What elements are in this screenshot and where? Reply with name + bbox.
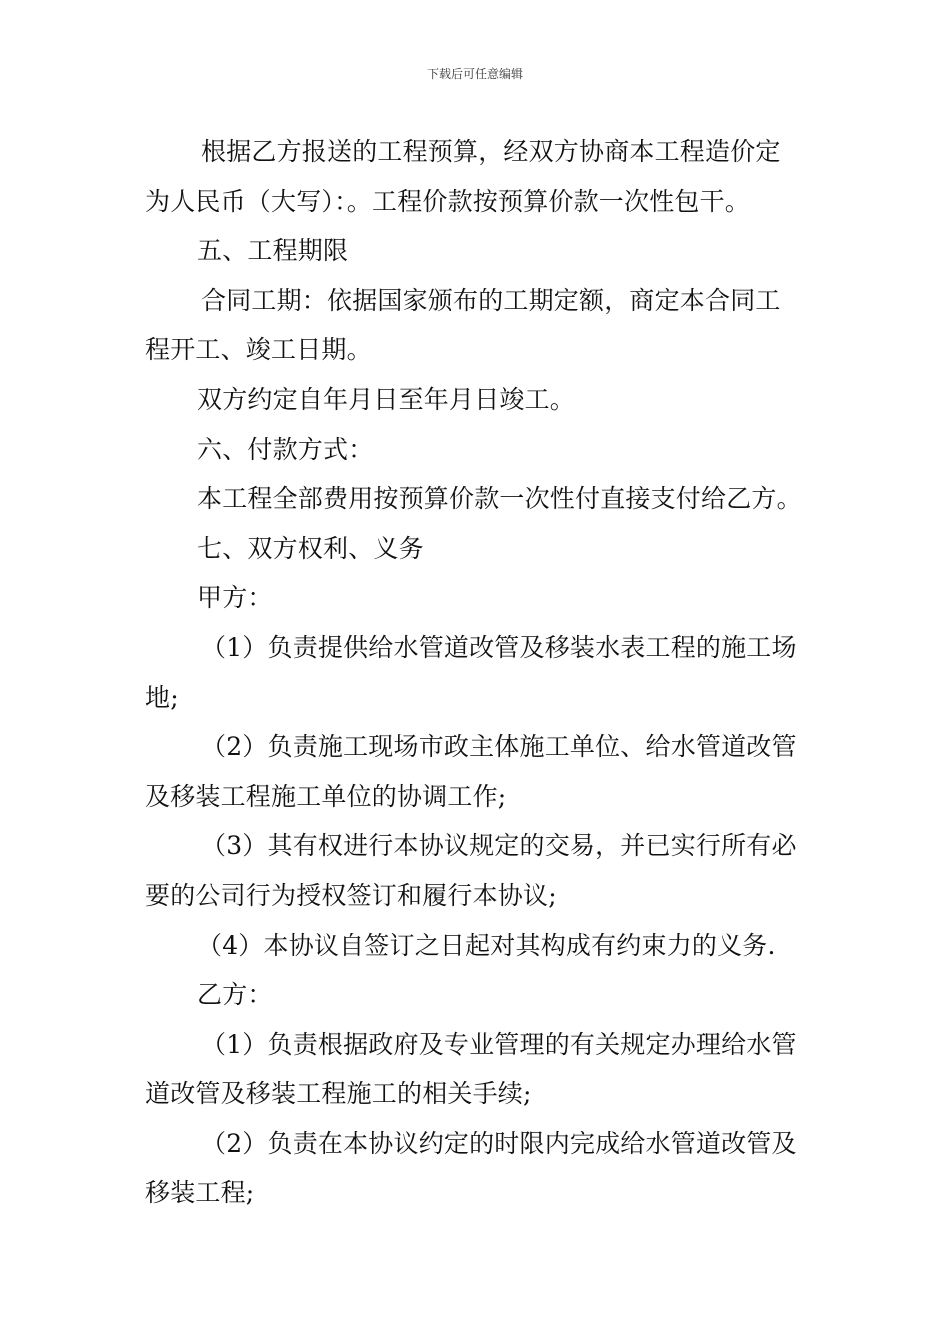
text-line: 程开工、竣工日期。 — [145, 335, 372, 365]
section-heading-6: 六、付款方式： — [197, 434, 374, 464]
section-heading-7: 七、双方权利、义务 — [197, 533, 424, 563]
text-line: 要的公司行为授权签订和履行本协议; — [145, 880, 557, 910]
party-a-item-2 — [145, 722, 810, 821]
text-line: （2）负责在本协议约定的时限内完成给水管道改管及 — [201, 1128, 797, 1158]
document-body — [145, 127, 810, 1218]
party-b-item-1 — [145, 1020, 810, 1119]
party-b-label: 乙方： — [197, 980, 273, 1010]
text-line: （1）负责提供给水管道改管及移装水表工程的施工场 — [201, 632, 797, 662]
paragraph-payment: 本工程全部费用按预算价款一次性付直接支付给乙方。 — [197, 484, 802, 514]
text-line: （3）其有权进行本协议规定的交易，并已实行所有必 — [201, 831, 797, 861]
paragraph-contract-period — [145, 276, 810, 375]
paragraph-completion-date: 双方约定自年月日至年月日竣工。 — [197, 384, 576, 414]
text-line: 合同工期：依据国家颁布的工期定额，商定本合同工 — [201, 285, 781, 315]
party-a-item-3 — [145, 821, 810, 920]
text-line: （1）负责根据政府及专业管理的有关规定办理给水管 — [201, 1029, 797, 1059]
paragraph-contract-price — [145, 127, 810, 226]
text-line: 道改管及移装工程施工的相关手续; — [145, 1079, 532, 1109]
text-line: 地; — [145, 682, 179, 712]
text-line: 根据乙方报送的工程预算，经双方协商本工程造价定 — [201, 137, 781, 166]
header-note: 下载后可任意编辑 — [426, 67, 523, 81]
text-line: 及移装工程施工单位的协调工作; — [145, 781, 507, 811]
text-line: 移装工程; — [145, 1178, 255, 1208]
text-line: （2）负责施工现场市政主体施工单位、给水管道改管 — [201, 732, 797, 762]
text-line: 为人民币（大写）：。工程价款按预算价款一次性包干。 — [145, 186, 751, 216]
section-heading-5: 五、工程期限 — [197, 236, 349, 266]
party-b-item-2 — [145, 1119, 810, 1218]
party-a-item-1 — [145, 623, 810, 722]
party-a-label: 甲方： — [197, 583, 273, 613]
party-a-item-4: （4）本协议自签订之日起对其构成有约束力的义务. — [197, 930, 776, 960]
